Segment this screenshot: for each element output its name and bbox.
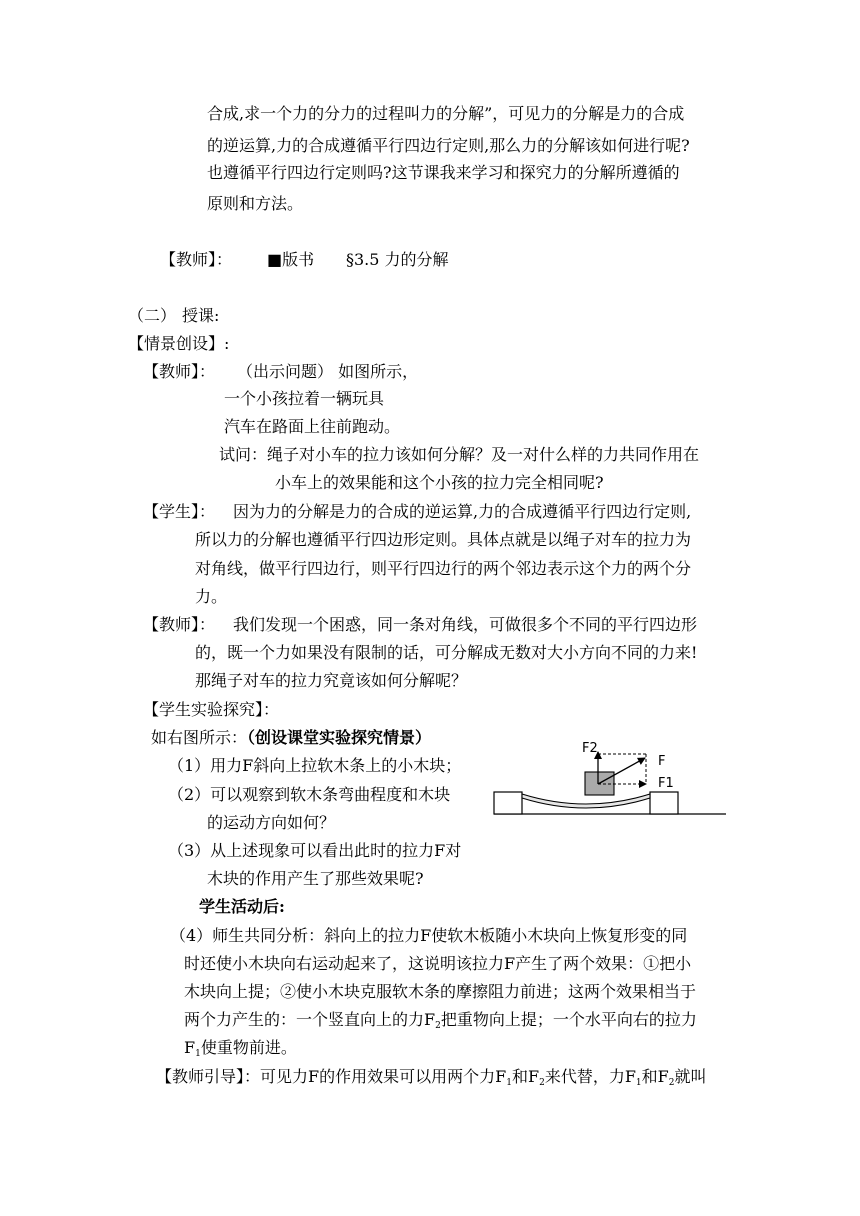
experiment-item-1: （1）用力F斜向上拉软木条上的小木块； bbox=[168, 756, 462, 775]
guide-sub-1: 1 bbox=[506, 1078, 512, 1088]
left-support bbox=[494, 792, 522, 814]
experiment-item-4-line-1: （4）师生共同分析：斜向上的拉力F使软木板随小木块向上恢复形变的同 bbox=[170, 926, 688, 945]
teacher1-line-1: （出示问题） 如图所示， bbox=[237, 362, 419, 381]
experiment-item-4-line-5 bbox=[184, 1037, 297, 1065]
guide-sub-4: 2 bbox=[668, 1078, 675, 1088]
experiment-heading: 【学生实验探究】： bbox=[143, 700, 280, 719]
teacher1-role: 【教师】： bbox=[143, 362, 216, 381]
experiment-intro bbox=[151, 727, 431, 749]
label-f: F bbox=[658, 754, 666, 769]
bent-soft-strip bbox=[522, 794, 650, 808]
guide-line bbox=[156, 1066, 707, 1094]
guide-part-e: 就叫 bbox=[674, 1067, 707, 1086]
item4-l5-subscript: 1 bbox=[195, 1049, 201, 1059]
experiment-intro-bold: （创设课堂实验探究情景） bbox=[247, 728, 432, 747]
guide-sub-2: 2 bbox=[539, 1078, 545, 1088]
experiment-item-4-line-2: 时还使小木块向右运动起来了，这说明该拉力F产生了两个效果：①把小 bbox=[184, 954, 692, 973]
experiment-intro-text: 如右图所示： bbox=[151, 728, 248, 747]
experiment-item-3a: （3）从上述现象可以看出此时的拉力F对 bbox=[168, 841, 462, 860]
student1-line-4: 力。 bbox=[195, 587, 228, 606]
teacher2-role: 【教师】： bbox=[143, 615, 216, 634]
right-support bbox=[650, 792, 678, 814]
intro-line-1: 合成,求一个力的分力的过程叫力的分解”，可见力的分解是力的合成 bbox=[207, 104, 685, 123]
item4-l5-part-a: F bbox=[184, 1038, 196, 1057]
teacher2-line-3: 那绳子对车的拉力究竟该如何分解呢？ bbox=[195, 671, 468, 690]
intro-line-4: 原则和方法。 bbox=[207, 194, 304, 213]
item4-l5-part-b: 使重物前进。 bbox=[200, 1038, 297, 1057]
experiment-after: 学生活动后: bbox=[199, 897, 285, 916]
intro-line-3: 也遵循平行四边行定则吗?这节课我来学习和探究力的分解所遵循的 bbox=[207, 163, 680, 182]
experiment-item-4-line-3: 木块向上提；②使小木块克服软木条的摩擦阻力前进；这两个效果相当于 bbox=[184, 982, 697, 1001]
teacher1-line-2: 一个小孩拉着一辆玩具 bbox=[224, 389, 385, 408]
guide-part-a: 可见力F的作用效果可以用两个力F bbox=[260, 1067, 507, 1086]
section-label: 授课: bbox=[182, 306, 220, 325]
teacher2-line-2: 的，既一个力如果没有限制的话，可分解成无数对大小方向不同的力来! bbox=[195, 643, 698, 662]
student1-line-3: 对角线，做平行四边行，则平行四边行的两个邻边表示这个力的两个分 bbox=[195, 559, 692, 578]
label-f1: F1 bbox=[658, 776, 674, 791]
guide-part-d: 和F bbox=[641, 1067, 669, 1086]
board-role: 【教师】： bbox=[160, 250, 233, 269]
experiment-item-2b: 的运动方向如何？ bbox=[207, 813, 336, 832]
force-f-arrow bbox=[598, 758, 645, 784]
experiment-item-4-line-4 bbox=[184, 1009, 697, 1037]
experiment-item-2a: （2）可以观察到软木条弯曲程度和木块 bbox=[168, 785, 451, 804]
section-number: （二） bbox=[128, 306, 177, 325]
board-title: §3.5 力的分解 bbox=[346, 250, 449, 269]
guide-role: 【教师引导】： bbox=[156, 1067, 261, 1086]
student1-line-1: 因为力的分解是力的合成的逆运算,力的合成遵循平行四边行定则, bbox=[233, 502, 692, 521]
teacher1-line-4: 试问：绳子对小车的拉力该如何分解？及一对什么样的力共同作用在 bbox=[219, 445, 700, 464]
board-action: ■版书 bbox=[267, 250, 315, 269]
student1-role: 【学生】： bbox=[143, 502, 216, 521]
experiment-item-3b: 木块的作用产生了那些效果呢? bbox=[207, 869, 424, 888]
teacher2-line-1: 我们发现一个困惑，同一条对角线，可做很多个不同的平行四边形 bbox=[233, 615, 698, 634]
item4-l4-part-b: 把重物向上提；一个水平向右的拉力 bbox=[440, 1010, 697, 1029]
intro-line-2: 的逆运算,力的合成遵循平行四边行定则,那么力的分解该如何进行呢? bbox=[207, 136, 690, 155]
item4-l4-subscript: 2 bbox=[435, 1021, 441, 1031]
teacher1-line-5: 小车上的效果能和这个小孩的拉力完全相同呢? bbox=[275, 473, 604, 492]
label-f2: F2 bbox=[582, 741, 598, 756]
student1-line-2: 所以力的分解也遵循平行四边形定则。具体点就是以绳子对车的拉力为 bbox=[195, 530, 692, 549]
guide-part-b: 和F bbox=[511, 1067, 540, 1086]
teacher1-line-3: 汽车在路面上往前跑动。 bbox=[224, 417, 401, 436]
force-decomposition-figure bbox=[490, 738, 730, 818]
guide-part-c: 来代替，力F bbox=[544, 1067, 636, 1086]
guide-sub-3: 1 bbox=[635, 1078, 642, 1088]
scenario-heading: 【情景创设】: bbox=[128, 334, 230, 353]
item4-l4-part-a: 两个力产生的：一个竖直向上的力F bbox=[184, 1010, 436, 1029]
